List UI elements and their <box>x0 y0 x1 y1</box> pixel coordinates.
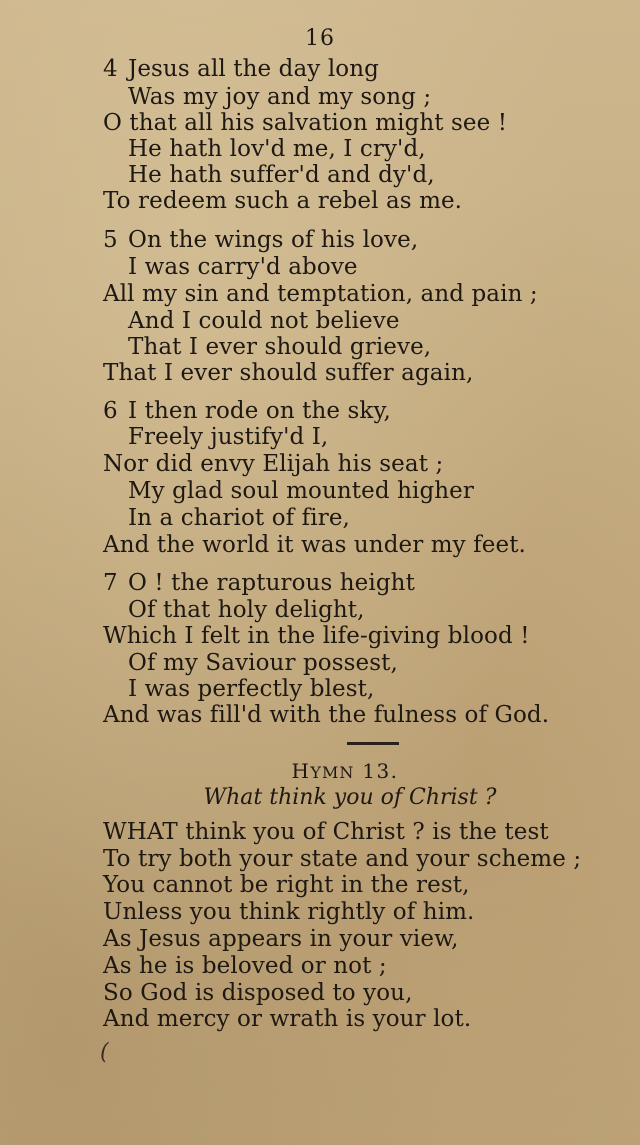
stanza-line: All my sin and temptation, and pain ; <box>103 281 538 307</box>
section-divider <box>347 742 399 745</box>
stanza-line: 7 O ! the rapturous height <box>103 570 415 596</box>
hymn-line: As he is beloved or not ; <box>103 953 387 979</box>
hymn-line: So God is disposed to you, <box>103 980 413 1006</box>
stanza-line: O that all his salvation might see ! <box>103 110 508 136</box>
stanza-line: That I ever should grieve, <box>128 334 432 360</box>
stanza-line: 4 Jesus all the day long <box>103 56 379 82</box>
stanza-line: To redeem such a rebel as me. <box>103 188 463 214</box>
stanza-line: Which I felt in the life-giving blood ! <box>103 623 530 649</box>
hymn-line: Unless you think rightly of him. <box>103 899 475 925</box>
hymn-line: You cannot be right in the rest, <box>103 872 470 898</box>
stanza-line: Freely justify'd I, <box>128 424 329 450</box>
stanza-line: I was carry'd above <box>128 254 358 280</box>
stanza-line: Of that holy delight, <box>128 597 365 623</box>
hymn-line: And mercy or wrath is your lot. <box>103 1006 472 1032</box>
stanza-number: 4 <box>103 56 118 82</box>
stanza-line: In a chariot of fire, <box>128 505 350 531</box>
stanza-line: Nor did envy Elijah his seat ; <box>103 451 444 477</box>
page-number: 16 <box>305 26 335 51</box>
stanza-line: And was fill'd with the fulness of God. <box>103 702 550 728</box>
hymn-line: WHAT think you of Christ ? is the test <box>103 819 549 845</box>
hymn-title: HYMN 13. <box>291 759 399 783</box>
stanza-line: Was my joy and my song ; <box>128 84 432 110</box>
stanza-number: 7 <box>103 570 118 596</box>
stanza-number: 6 <box>103 398 118 424</box>
stanza-line: He hath lov'd me, I cry'd, <box>128 136 426 162</box>
stanza-line: Of my Saviour possest, <box>128 650 398 676</box>
catchword: ( <box>100 1040 109 1065</box>
stanza-line: 5 On the wings of his love, <box>103 227 419 253</box>
stanza-number: 5 <box>103 227 118 253</box>
stanza-line: My glad soul mounted higher <box>128 478 474 504</box>
stanza-line: 6 I then rode on the sky, <box>103 398 391 424</box>
hymn-line: As Jesus appears in your view, <box>103 926 459 952</box>
stanza-line: That I ever should suffer again, <box>103 360 474 386</box>
stanza-line: He hath suffer'd and dy'd, <box>128 162 435 188</box>
stanza-line: And the world it was under my feet. <box>103 532 526 558</box>
stanza-line: I was perfectly blest, <box>128 676 375 702</box>
hymn-line: To try both your state and your scheme ; <box>103 846 582 872</box>
hymn-subtitle: What think you of Christ ? <box>203 785 497 810</box>
stanza-line: And I could not believe <box>128 308 400 334</box>
